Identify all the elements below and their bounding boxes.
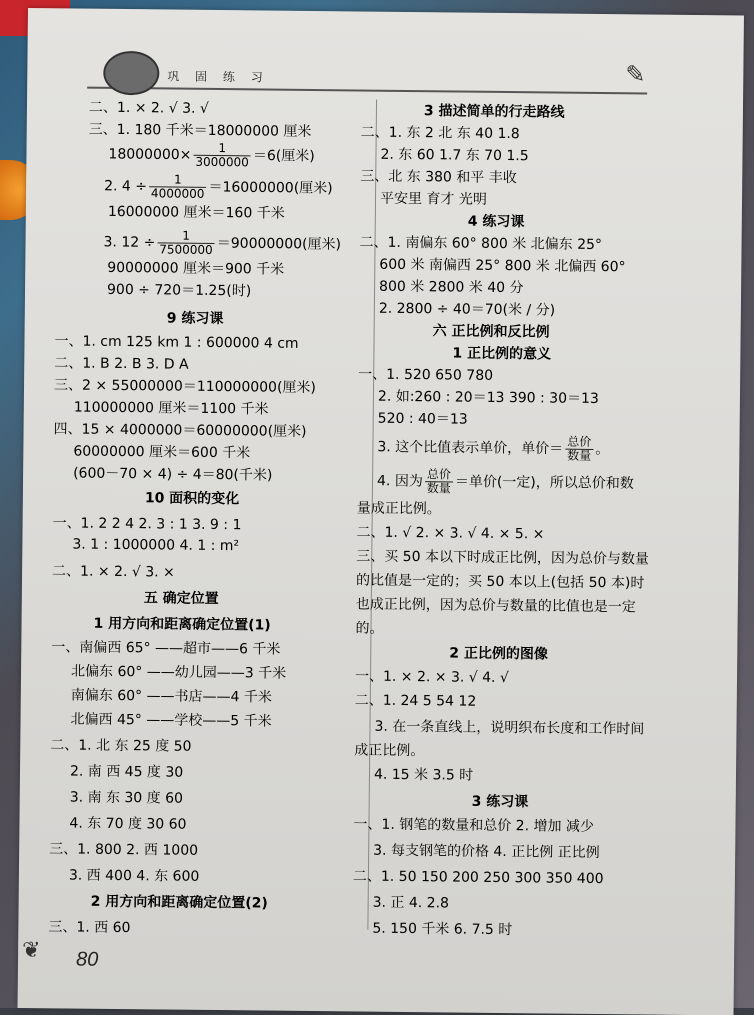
right-answer-line (356, 521, 544, 543)
answer-text: 900 ÷ 720＝1.25(时) (106, 281, 252, 300)
left-section-heading (144, 587, 219, 608)
left-section-heading (91, 891, 268, 913)
left-answer-line (54, 330, 298, 353)
right-section-heading (452, 342, 551, 363)
answer-text: 2. 如:260 : 20＝13 390 : 30＝13 (377, 388, 599, 407)
answer-text: 三、北 东 380 和平 丰收 (360, 168, 517, 187)
answer-text: 一、南偏西 65° ——超市——6 千米 (51, 639, 281, 658)
left-section-heading (145, 487, 240, 508)
answer-text: 南偏东 60° ——书店——4 千米 (70, 687, 272, 706)
fraction (193, 142, 251, 170)
left-answer-line (50, 734, 191, 755)
left-answer-line (49, 838, 198, 860)
right-answer-line (360, 165, 517, 187)
right-answer-line (377, 434, 609, 463)
right-answer-line (374, 716, 644, 739)
left-answer-line (70, 760, 183, 781)
answer-text: 5. 150 千米 6. 7.5 时 (372, 920, 513, 939)
answer-text: 五 确定位置 (143, 590, 219, 608)
left-answer-line (73, 440, 250, 462)
right-answer-line (358, 363, 493, 384)
right-answer-line (374, 764, 473, 785)
left-answer-line (70, 708, 271, 730)
answer-text: 600 米 南偏西 25° 800 米 北偏西 60° (379, 256, 626, 276)
right-answer-line (355, 665, 509, 687)
answer-text: 16000000 厘米＝160 千米 (107, 203, 285, 222)
answer-text: 二、1. 北 东 25 度 50 (50, 737, 192, 755)
right-section-heading (433, 320, 550, 341)
right-answer-line (357, 497, 441, 518)
fraction-numerator: 总价 (425, 468, 453, 482)
answer-text: 800 米 2800 米 40 分 (379, 278, 524, 297)
answer-text: 二、1. 50 150 200 250 300 350 400 (352, 868, 604, 888)
answer-text: 成正比例。 (354, 742, 425, 760)
right-answer-line (353, 813, 594, 836)
answer-text: 10 面积的变化 (144, 490, 240, 508)
fraction-numerator: 总价 (565, 436, 593, 450)
right-answer-line (355, 617, 383, 637)
answer-text: 平安里 育才 光明 (379, 190, 488, 208)
answer-text-after: 。 (595, 441, 610, 458)
right-answer-line (373, 840, 600, 862)
answer-text: 二、1. 南偏东 60° 800 米 北偏东 25° (359, 234, 603, 254)
answer-text: 2 用方向和距离确定位置(2) (90, 893, 268, 912)
right-answer-line (356, 545, 649, 568)
left-answer-line (51, 636, 280, 658)
answer-text: 520 : 40＝13 (377, 410, 468, 428)
answer-text: 三、2 × 55000000＝110000000(厘米) (53, 377, 317, 397)
left-answer-line (73, 462, 272, 484)
right-answer-line (373, 892, 450, 913)
left-answer-line (53, 418, 306, 441)
answer-text: 3. 南 东 30 度 60 (69, 789, 184, 807)
left-answer-line (70, 786, 183, 807)
answer-text: 北偏东 60° ——幼儿园——3 千米 (70, 663, 287, 682)
right-answer-line (353, 865, 604, 888)
answer-text: 三、1. 800 2. 西 1000 (49, 841, 199, 859)
right-answer-line (354, 739, 424, 760)
left-answer-line (53, 512, 242, 534)
left-answer-line (71, 660, 286, 682)
answer-text-after: ＝单价(一定)，所以总价和数 (454, 473, 634, 492)
right-answer-line (356, 593, 636, 616)
right-answer-line (355, 689, 477, 710)
answer-text: 2. 东 60 1.7 东 70 1.5 (380, 146, 529, 165)
answer-text: (600－70 × 4) ÷ 4＝80(千米) (73, 465, 273, 484)
answer-text: 3. 这个比值表示单价，单价＝ (377, 439, 564, 458)
left-answer-line (71, 684, 272, 706)
right-section-heading (468, 211, 525, 232)
right-answer-line (379, 298, 555, 320)
answer-text: 3. 12 ÷ (103, 234, 156, 251)
left-answer-line (72, 536, 239, 554)
answer-text: 北偏西 45° ——学校——5 千米 (70, 711, 272, 730)
answer-text: 1 正比例的意义 (452, 345, 552, 363)
left-answer-line (108, 141, 315, 170)
fraction-denominator: 4000000 (150, 186, 205, 201)
right-section-heading (449, 642, 548, 663)
answer-text: 量成正比例。 (356, 500, 441, 518)
right-answer-line (380, 188, 487, 209)
answer-text: 一、1. 520 650 780 (358, 366, 494, 384)
fraction-numerator: 1 (157, 229, 215, 244)
right-answer-line (377, 468, 634, 498)
right-answer-line (379, 276, 524, 298)
answer-text: 90000000 厘米＝900 千米 (107, 259, 285, 278)
right-answer-line (372, 918, 512, 939)
answer-text: 三、1. 180 千米＝18000000 厘米 (88, 121, 312, 140)
logo-icon (103, 51, 159, 96)
answer-text: 3. 1 : 1000000 4. 1 : m² (72, 536, 240, 555)
answer-text: 二、1. B 2. B 3. D A (54, 355, 189, 373)
answer-text: 也成正比例，因为总价与数量的比值也是一定 (355, 596, 636, 616)
left-answer-line (69, 812, 186, 833)
right-answer-line (378, 386, 599, 408)
answer-text: 2. 2800 ÷ 40＝70(米 / 分) (378, 300, 556, 319)
left-answer-line (74, 397, 269, 419)
page-number: 80 (75, 948, 99, 971)
answer-text: 二、1. × 2. √ 3. √ (88, 99, 209, 117)
right-answer-line (379, 254, 625, 277)
right-section-heading (472, 791, 529, 812)
right-answer-line (356, 569, 645, 592)
left-section-heading (167, 307, 224, 328)
left-section-heading (93, 613, 270, 635)
answer-text: 3 描述简单的行走路线 (423, 103, 565, 121)
right-answer-line (359, 231, 602, 254)
answer-text: 二、1. 东 2 北 东 40 1.8 (360, 124, 520, 143)
footer-leaf-icon: ❦ (21, 937, 41, 964)
answer-text: 3 练习课 (471, 793, 529, 811)
answer-text: 9 练习课 (166, 310, 224, 328)
right-section-heading (424, 100, 565, 121)
answer-text: 2. 4 ÷ (104, 178, 148, 195)
left-answer-line (108, 201, 285, 223)
answer-page (18, 8, 744, 1015)
answer-text: 3. 西 400 4. 东 600 (68, 867, 200, 885)
answer-text: 一、1. 2 2 4 2. 3 : 1 3. 9 : 1 (52, 515, 242, 534)
fraction (565, 436, 593, 463)
answer-text: 二、1. × 2. √ 3. × (52, 563, 175, 581)
answer-text: 3. 每支钢笔的价格 4. 正比例 正比例 (373, 842, 600, 862)
left-answer-line (89, 97, 209, 118)
left-answer-line (48, 916, 130, 937)
answer-text-after: ＝6(厘米) (252, 147, 315, 165)
answer-text: 三、买 50 本以下时成正比例，因为总价与数量 (356, 548, 650, 568)
answer-text: 4. 15 米 3.5 时 (373, 766, 474, 784)
answer-text: 1 用方向和距离确定位置(1) (93, 615, 271, 634)
fraction (149, 173, 207, 201)
left-answer-line (52, 560, 175, 581)
answer-text-after: ＝16000000(厘米) (208, 179, 333, 197)
fraction (157, 229, 215, 257)
right-answer-line (378, 408, 468, 429)
answer-text: 的。 (355, 620, 384, 637)
fraction-denominator: 数量 (567, 448, 592, 463)
answer-text: 18000000× (108, 146, 192, 164)
answer-text-after: ＝90000000(厘米) (216, 235, 342, 253)
page-header-title: 巩 固 练 习 (167, 69, 269, 85)
fraction-numerator: 1 (193, 142, 251, 157)
answer-text: 2 正比例的图像 (449, 645, 548, 663)
right-answer-line (380, 144, 528, 166)
left-answer-line (54, 352, 189, 373)
answer-text: 3. 在一条直线上，说明织布长度和工作时间 (374, 718, 645, 738)
answer-text: 一、1. × 2. × 3. √ 4. √ (354, 668, 509, 687)
answer-text: 60000000 厘米＝600 千米 (73, 443, 251, 462)
answer-text: 的比值是一定的；买 50 本以上(包括 50 本)时 (355, 572, 645, 592)
left-answer-line (107, 257, 284, 279)
answer-text: 三、1. 西 60 (48, 919, 131, 937)
right-answer-line (361, 121, 520, 143)
left-answer-line (107, 279, 251, 301)
left-answer-line (69, 864, 200, 885)
left-answer-line (104, 173, 333, 202)
answer-text: 110000000 厘米＝1100 千米 (73, 399, 269, 418)
fraction-denominator: 7500000 (159, 242, 213, 257)
answer-text: 二、1. √ 2. × 3. √ 4. × 5. × (356, 524, 545, 543)
fraction (425, 468, 453, 495)
answer-text: 一、1. 钢笔的数量和总价 2. 增加 减少 (353, 816, 595, 835)
fraction-denominator: 3000000 (195, 154, 249, 170)
answer-text: 4 练习课 (467, 213, 525, 231)
fraction-denominator: 数量 (426, 481, 451, 496)
answer-text: 四、15 × 4000000＝60000000(厘米) (53, 421, 307, 440)
answer-text: 二、1. 24 5 54 12 (354, 692, 477, 710)
cartoon-icon: ✎ (625, 60, 646, 89)
left-answer-line (103, 229, 341, 258)
left-answer-line (54, 374, 316, 397)
answer-text: 一、1. cm 125 km 1 : 600000 4 cm (54, 333, 299, 352)
answer-text: 2. 南 西 45 度 30 (69, 763, 184, 781)
fraction-numerator: 1 (149, 173, 207, 188)
left-answer-line (89, 119, 312, 141)
answer-text: 4. 东 70 度 30 60 (69, 815, 187, 833)
answer-text: 六 正比例和反比例 (432, 323, 550, 341)
answer-text: 3. 正 4. 2.8 (372, 894, 450, 912)
answer-text: 4. 因为 (376, 473, 423, 490)
